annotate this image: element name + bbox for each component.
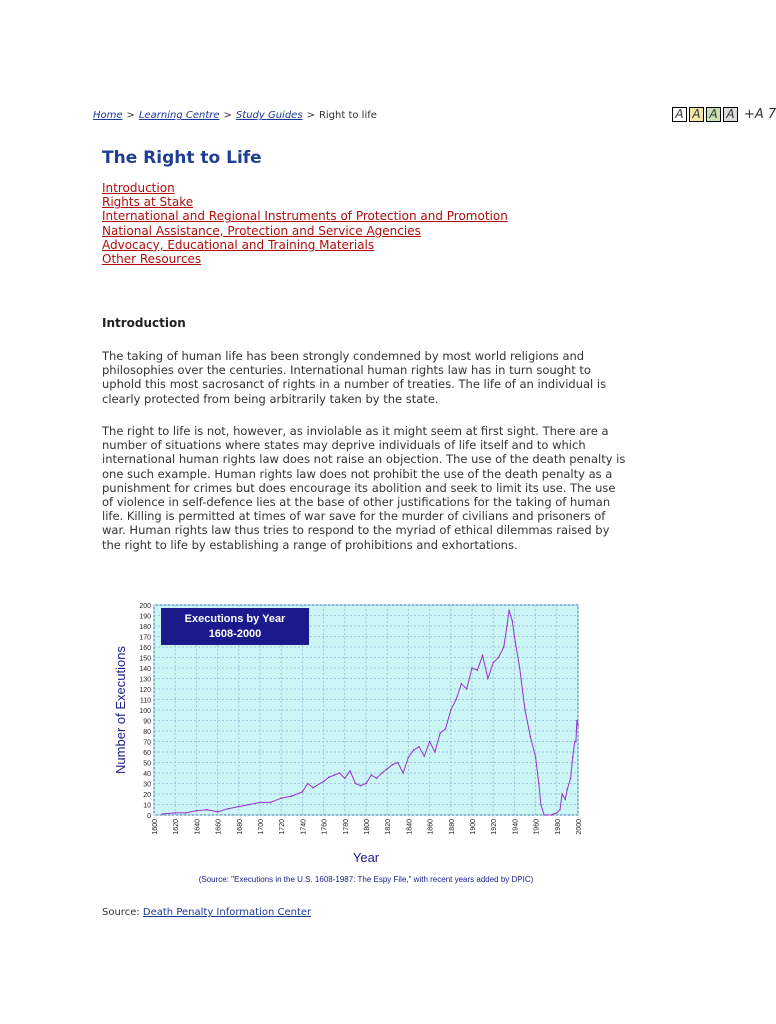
data-point bbox=[461, 683, 463, 685]
x-tick-label: 1880 bbox=[448, 819, 456, 835]
font-size-small-button[interactable]: A bbox=[672, 107, 687, 122]
data-point bbox=[206, 809, 208, 811]
y-tick-label: 140 bbox=[139, 666, 151, 673]
toc-link-rights-at-stake[interactable]: Rights at Stake bbox=[102, 195, 194, 210]
data-point bbox=[402, 772, 404, 774]
y-axis-ticks bbox=[139, 603, 151, 820]
data-point bbox=[418, 746, 420, 748]
y-tick-label: 130 bbox=[139, 676, 151, 684]
data-point bbox=[344, 777, 346, 779]
source-label: Source: bbox=[102, 907, 140, 918]
data-point bbox=[302, 791, 304, 793]
data-point bbox=[524, 709, 526, 711]
x-tick-label: 1740 bbox=[300, 819, 308, 835]
x-tick-label: 1800 bbox=[364, 819, 371, 835]
data-point bbox=[477, 669, 479, 671]
x-tick-label: 1660 bbox=[215, 819, 223, 835]
y-tick-label: 30 bbox=[143, 781, 151, 789]
data-point bbox=[545, 814, 547, 816]
data-point bbox=[381, 772, 383, 774]
data-point bbox=[371, 774, 373, 776]
data-point bbox=[291, 795, 293, 797]
toc-link-introduction[interactable]: Introduction bbox=[102, 181, 175, 195]
data-point bbox=[270, 802, 272, 804]
y-tick-label: 180 bbox=[139, 624, 151, 631]
data-point bbox=[572, 756, 574, 758]
data-point bbox=[365, 783, 367, 785]
x-tick-label: 1720 bbox=[279, 819, 287, 835]
data-point bbox=[471, 667, 473, 669]
data-point bbox=[535, 756, 537, 758]
y-tick-label: 110 bbox=[139, 697, 151, 705]
data-point bbox=[540, 804, 542, 806]
data-point bbox=[397, 762, 399, 764]
x-tick-label: 1840 bbox=[406, 819, 414, 835]
data-point bbox=[312, 787, 314, 789]
data-point bbox=[360, 785, 362, 787]
data-point bbox=[466, 688, 468, 690]
y-tick-label: 90 bbox=[143, 718, 151, 726]
data-point bbox=[249, 804, 251, 806]
breadcrumb-home-link[interactable]: Home bbox=[93, 110, 123, 121]
data-point bbox=[561, 793, 563, 795]
x-tick-label: 2000 bbox=[576, 819, 583, 835]
y-tick-label: 120 bbox=[139, 687, 151, 694]
data-point bbox=[227, 808, 229, 810]
data-point bbox=[392, 764, 394, 766]
data-point bbox=[553, 813, 555, 815]
data-point bbox=[575, 741, 577, 743]
y-tick-label: 10 bbox=[143, 802, 151, 810]
data-point bbox=[570, 777, 572, 779]
x-tick-label: 1700 bbox=[258, 819, 265, 835]
data-point bbox=[259, 802, 261, 804]
data-point bbox=[551, 814, 553, 816]
toc-link-instruments[interactable]: International and Regional Instruments of Protection and Promotion bbox=[102, 209, 508, 224]
data-point bbox=[355, 783, 357, 785]
data-point bbox=[328, 776, 330, 778]
chart-source-note: (Source: "Executions in the U.S. 1608-1987: The Espy File," with recent years added by DPIC) bbox=[198, 875, 534, 884]
x-tick-label: 1620 bbox=[173, 819, 181, 835]
data-point bbox=[564, 798, 566, 800]
font-size-large-button[interactable]: A bbox=[706, 107, 721, 122]
data-point bbox=[445, 728, 447, 730]
data-point bbox=[349, 770, 351, 772]
toc-link-other-resources[interactable]: Other Resources bbox=[102, 252, 202, 267]
data-point bbox=[323, 781, 325, 783]
y-tick-label: 150 bbox=[139, 655, 151, 663]
data-point bbox=[333, 774, 335, 776]
intro-paragraph-1: The taking of human life has been strongly condemned by most world religions and philosophies over the centuries. International human rights law has in turn sought to uphold this most sacrosanct of rights in a number of treaties. The life of an individual is clearly protected from being arbitrarily taken by the state. bbox=[102, 349, 607, 406]
x-tick-label: 1960 bbox=[533, 819, 541, 835]
y-tick-label: 190 bbox=[139, 613, 151, 621]
y-tick-label: 170 bbox=[139, 634, 151, 642]
x-axis-label: Year bbox=[352, 850, 380, 865]
x-tick-label: 1760 bbox=[321, 819, 329, 835]
data-point bbox=[434, 751, 436, 753]
y-tick-label: 200 bbox=[139, 603, 151, 610]
data-point bbox=[185, 812, 187, 814]
source-link[interactable]: Death Penalty Information Center bbox=[142, 907, 312, 918]
data-point bbox=[567, 788, 569, 790]
data-point bbox=[280, 797, 282, 799]
intro-paragraph-2: The right to life is not, however, as inviolable as it might seem at first sight. There are a number of situations where states may deprive individuals of life itself and to which international human rights law does not raise an objection. The use of the death penalty is one such example. Human rights law does not prohibit the use of the death penalty as a punishment for crimes but does encourage its abolition and seek to limit its use. The use of violence in self-defence lies at the base of other justifications for the taking of human life. Killing is permitted at times of war save for the murder of civilians and prisoners of war. Human rights law thus tries to respond to the myriad of ethical dilemmas raised by the right to life by establishing a range of prohibitions and exhortations. bbox=[102, 424, 626, 552]
data-point bbox=[450, 709, 452, 711]
x-tick-label: 1980 bbox=[554, 819, 562, 835]
data-point bbox=[217, 811, 219, 813]
data-point bbox=[538, 783, 540, 785]
data-point bbox=[238, 806, 240, 808]
y-tick-label: 80 bbox=[143, 729, 151, 736]
x-tick-label: 1600 bbox=[152, 819, 159, 835]
data-point bbox=[408, 756, 410, 758]
y-tick-label: 60 bbox=[143, 750, 151, 757]
section-heading-introduction: Introduction bbox=[102, 316, 186, 330]
x-tick-label: 1780 bbox=[342, 819, 350, 835]
data-point bbox=[413, 749, 415, 751]
data-point bbox=[429, 741, 431, 743]
executions-chart bbox=[108, 600, 588, 890]
font-size-increase-button[interactable]: +A 7 bbox=[744, 107, 776, 122]
y-tick-label: 70 bbox=[143, 739, 151, 747]
x-tick-label: 1920 bbox=[491, 819, 499, 835]
data-point bbox=[503, 646, 505, 648]
page-title: The Right to Life bbox=[102, 148, 262, 168]
toc-link-materials[interactable]: Advocacy, Educational and Training Materials bbox=[102, 237, 375, 252]
chart-subtitle: 1608-2000 bbox=[208, 628, 262, 640]
data-point bbox=[543, 814, 545, 816]
data-point bbox=[376, 777, 378, 779]
data-point bbox=[439, 732, 441, 734]
x-tick-label: 1860 bbox=[427, 819, 435, 835]
data-point bbox=[492, 662, 494, 664]
data-point bbox=[162, 813, 164, 815]
data-point bbox=[498, 657, 500, 659]
data-point bbox=[559, 809, 561, 811]
x-tick-label: 1900 bbox=[470, 819, 477, 835]
source-line bbox=[102, 907, 311, 918]
y-tick-label: 40 bbox=[143, 771, 151, 778]
font-size-controls bbox=[672, 107, 776, 122]
table-of-contents bbox=[102, 181, 508, 266]
data-point bbox=[386, 768, 388, 770]
y-tick-label: 160 bbox=[139, 645, 151, 652]
data-point bbox=[487, 678, 489, 680]
font-size-xlarge-button[interactable]: A bbox=[723, 107, 738, 122]
y-axis-label: Number of Executions bbox=[113, 646, 128, 774]
x-tick-label: 1680 bbox=[236, 819, 244, 835]
data-point bbox=[576, 720, 578, 722]
y-tick-label: 0 bbox=[147, 813, 151, 820]
breadcrumb bbox=[93, 110, 377, 121]
y-tick-label: 100 bbox=[139, 708, 151, 715]
breadcrumb-learning-centre-link[interactable]: Learning Centre bbox=[138, 110, 220, 121]
breadcrumb-separator: > bbox=[306, 110, 315, 121]
x-axis-ticks bbox=[152, 819, 583, 835]
breadcrumb-separator: > bbox=[223, 110, 232, 121]
data-point bbox=[519, 667, 521, 669]
x-tick-label: 1820 bbox=[385, 819, 393, 835]
breadcrumb-study-guides-link[interactable]: Study Guides bbox=[235, 110, 303, 121]
y-tick-label: 20 bbox=[143, 792, 151, 799]
data-point bbox=[339, 772, 341, 774]
data-point bbox=[514, 636, 516, 638]
chart-title: Executions by Year bbox=[184, 613, 286, 625]
data-point bbox=[196, 810, 198, 812]
data-point bbox=[455, 699, 457, 701]
data-point bbox=[506, 625, 508, 627]
data-point bbox=[174, 812, 176, 814]
x-tick-label: 1640 bbox=[194, 819, 202, 835]
data-point bbox=[307, 783, 309, 785]
breadcrumb-separator: > bbox=[126, 110, 135, 121]
x-tick-label: 1940 bbox=[512, 819, 520, 835]
toc-link-agencies[interactable]: National Assistance, Protection and Service Agencies bbox=[102, 223, 421, 238]
data-point bbox=[482, 655, 484, 657]
breadcrumb-current: Right to life bbox=[318, 110, 377, 121]
data-point bbox=[508, 609, 510, 611]
data-point bbox=[577, 725, 579, 727]
data-point bbox=[511, 620, 513, 622]
font-size-medium-button[interactable]: A bbox=[689, 107, 704, 122]
data-point bbox=[530, 735, 532, 737]
data-point bbox=[424, 755, 426, 757]
data-point bbox=[556, 812, 558, 814]
y-tick-label: 50 bbox=[143, 760, 151, 768]
